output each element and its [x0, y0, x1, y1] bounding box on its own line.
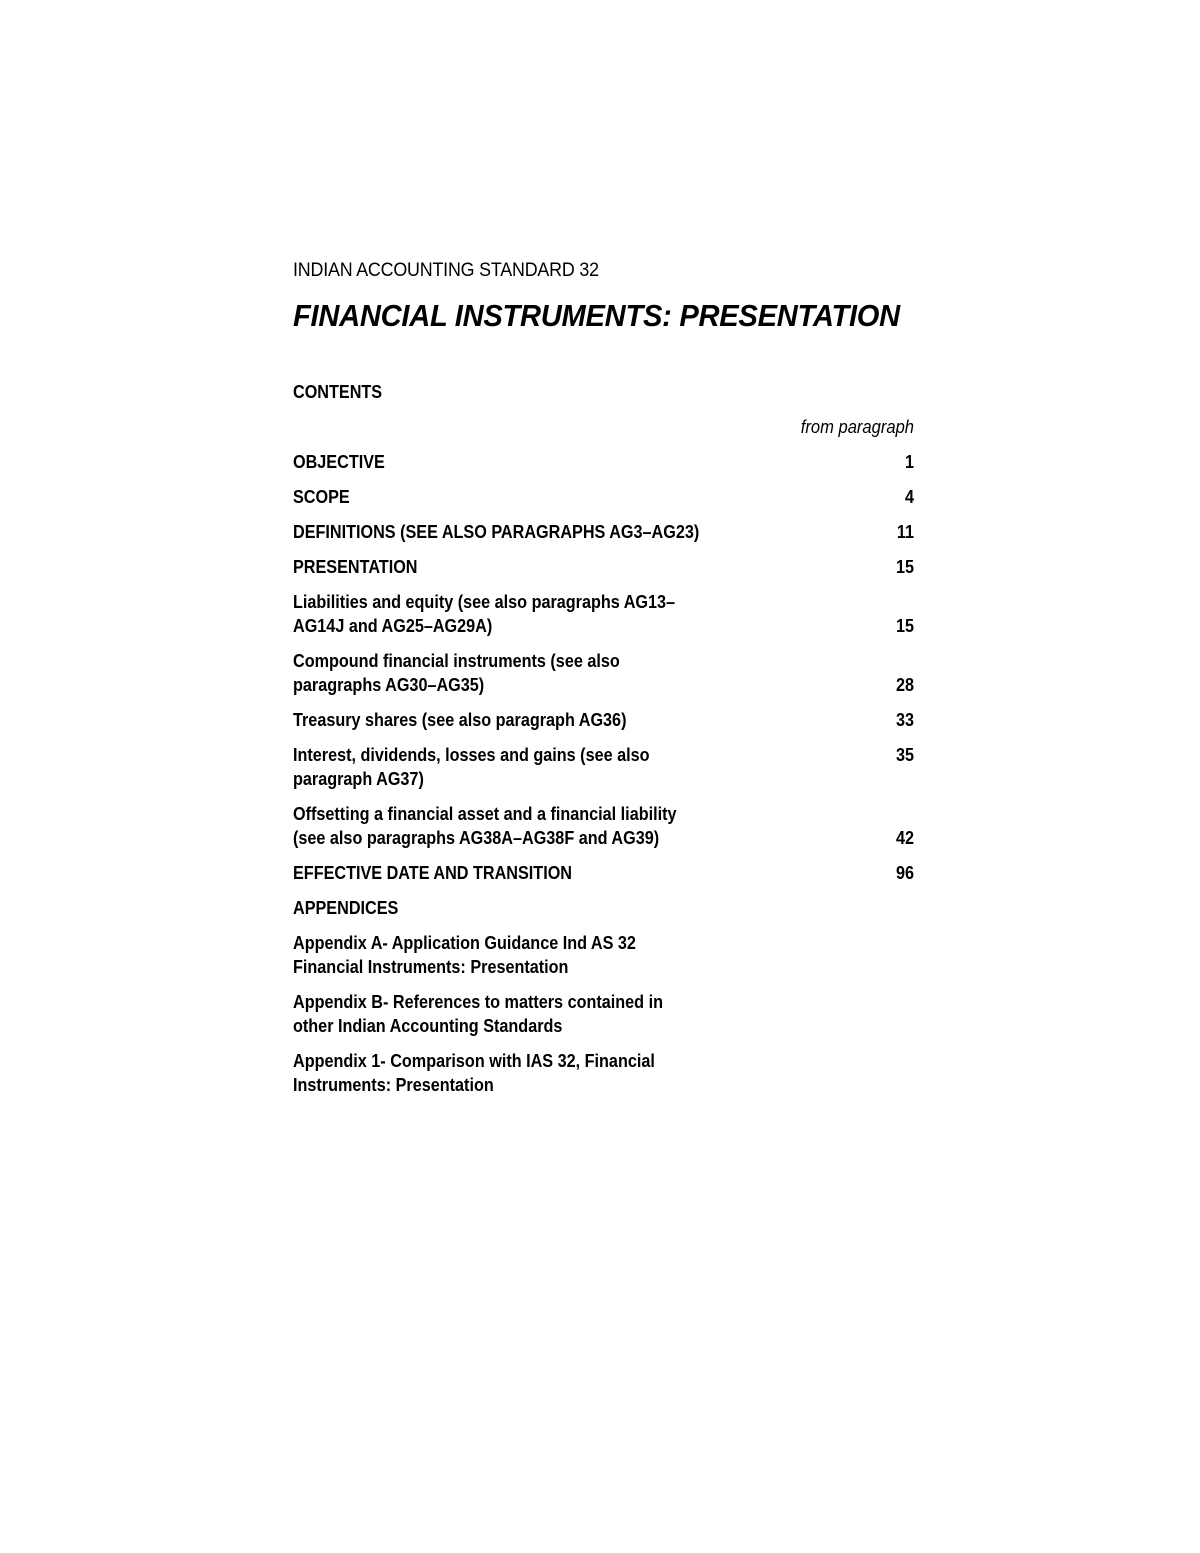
toc-paragraph-number: 33	[895, 710, 914, 730]
standard-label: INDIAN ACCOUNTING STANDARD 32	[293, 260, 599, 281]
toc-paragraph-number: 42	[895, 828, 914, 848]
document-title: FINANCIAL INSTRUMENTS: PRESENTATION	[293, 298, 900, 333]
toc-entry-compound-instruments[interactable]	[293, 649, 914, 697]
toc-paragraph-number: 28	[895, 675, 914, 695]
toc-paragraph-number: 4	[904, 487, 914, 507]
from-paragraph-label: from paragraph	[800, 417, 914, 437]
toc-entry-text: OBJECTIVE	[293, 452, 385, 472]
toc-entry-treasury-shares[interactable]	[293, 708, 914, 732]
toc-entry-text: paragraphs AG30–AG35)	[293, 675, 485, 695]
toc-paragraph-number: 1	[904, 452, 914, 472]
toc-entry-effective-date[interactable]	[293, 861, 914, 885]
toc-paragraph-number: 96	[895, 863, 914, 883]
toc-entry-offsetting[interactable]	[293, 802, 914, 850]
toc-entry-text: Compound financial instruments (see also	[293, 651, 620, 671]
toc-entry-text: PRESENTATION	[293, 557, 418, 577]
toc-entry-text: Financial Instruments: Presentation	[293, 957, 569, 977]
toc-entry-presentation[interactable]	[293, 555, 914, 579]
toc-entry-appendix-b[interactable]	[293, 990, 914, 1038]
toc-entry-appendices[interactable]	[293, 896, 914, 920]
toc-entry-text: Interest, dividends, losses and gains (see also	[293, 745, 650, 765]
toc-entry-text: Appendix A- Application Guidance Ind AS 32	[293, 933, 636, 953]
toc-entry-text: Appendix B- References to matters contained in	[293, 992, 663, 1012]
toc-paragraph-number: 11	[896, 522, 914, 542]
toc-entry-text: APPENDICES	[293, 898, 399, 918]
toc-entry-interest-dividends[interactable]	[293, 743, 914, 791]
toc-entry-text: AG14J and AG25–AG29A)	[293, 616, 493, 636]
toc-entry-appendix-1[interactable]	[293, 1049, 914, 1097]
toc-entry-scope[interactable]	[293, 485, 914, 509]
toc-entry-text: EFFECTIVE DATE AND TRANSITION	[293, 863, 572, 883]
toc-entry-appendix-a[interactable]	[293, 931, 914, 979]
toc-entry-objective[interactable]	[293, 450, 914, 474]
toc-paragraph-number: 15	[895, 616, 914, 636]
table-of-contents	[293, 450, 914, 1097]
toc-entry-text: paragraph AG37)	[293, 769, 424, 789]
contents-heading: CONTENTS	[293, 382, 383, 402]
toc-entry-text: other Indian Accounting Standards	[293, 1016, 563, 1036]
toc-entry-text: SCOPE	[293, 487, 350, 507]
toc-entry-text: Liabilities and equity (see also paragraphs AG13–	[293, 592, 676, 612]
toc-entry-liabilities-equity[interactable]	[293, 590, 914, 638]
toc-entry-definitions[interactable]	[293, 520, 914, 544]
document-page	[293, 258, 914, 1108]
toc-entry-text: Instruments: Presentation	[293, 1075, 494, 1095]
toc-entry-text: DEFINITIONS (SEE ALSO PARAGRAPHS AG3–AG23)	[293, 522, 700, 542]
toc-entry-text: Appendix 1- Comparison with IAS 32, Financial	[293, 1051, 655, 1071]
toc-entry-text: (see also paragraphs AG38A–AG38F and AG39)	[293, 828, 660, 848]
toc-paragraph-number: 35	[895, 745, 914, 765]
toc-entry-text: Offsetting a financial asset and a financial liability	[293, 804, 677, 824]
toc-paragraph-number: 15	[895, 557, 914, 577]
toc-entry-text: Treasury shares (see also paragraph AG36)	[293, 710, 627, 730]
